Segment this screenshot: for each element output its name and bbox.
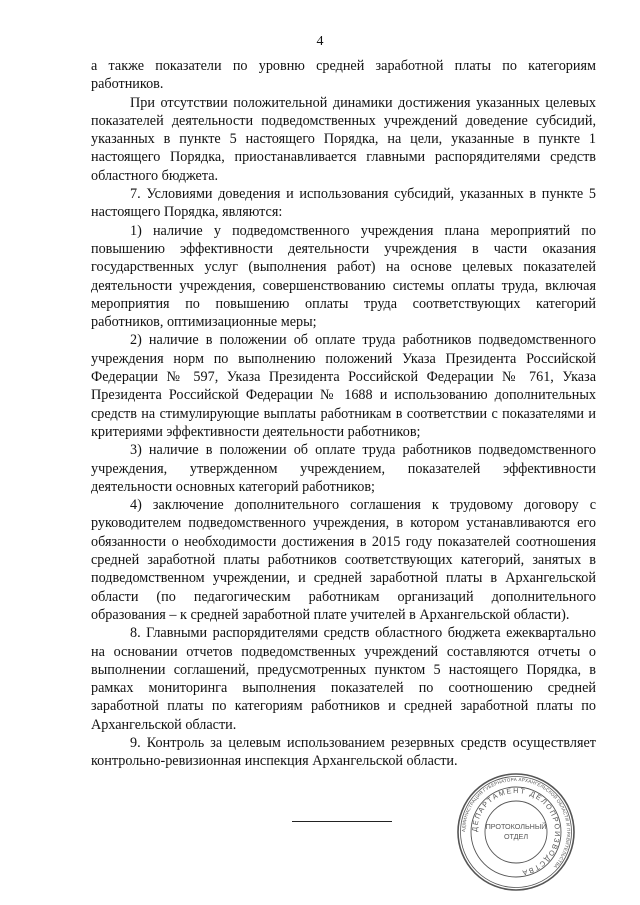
- paragraph: 2) наличие в положении об оплате труда работников подведомственного учреждения норм по выполнению положений Указа Президента Российской Федерации № 597, Указа Президента Российской Федерации № 761, Указа Президента Российской Федерации № 1688 и использованию дополнительных средств на стимулирующие выплаты работникам в соответствии с показателями и критериями эффективности деятельности работников;: [91, 332, 596, 440]
- official-seal: [456, 772, 576, 892]
- seal-center-line-2: ОТДЕЛ: [503, 832, 529, 841]
- seal-middle-text: ДЕПАРТАМЕНТ ДЕЛОПРОИЗВОДСТВА: [469, 785, 563, 878]
- paragraph: 8. Главными распорядителями средств областного бюджета ежеквартально на основании отчетов подведомственных учреждений составляются отчеты о выполнении соглашений, предусмотренных пунктом 5 настоящего Порядка, в рамках мониторинга выполнения показателей по соотношению средней заработной платы по категориям работников и средней заработной платы по Архангельской области.: [91, 625, 596, 733]
- paragraph: При отсутствии положительной динамики достижения указанных целевых показателей деятельности подведомственных учреждений доведение субсидий, указанных в пункте 5 настоящего Порядка, на цели, указанные в пункте 1 настоящего Порядка, приостанавливается главными распорядителями средств областного бюджета.: [91, 94, 596, 184]
- document-body: [91, 57, 596, 771]
- paragraph: 9. Контроль за целевым использованием резервных средств осуществляет контрольно-ревизионная инспекция Архангельской области.: [91, 734, 596, 770]
- paragraph: а также показатели по уровню средней заработной платы по категориям работников.: [91, 58, 596, 93]
- seal-outer-text: АДМИНИСТРАЦИЯ ГУБЕРНАТОРА АРХАНГЕЛЬСКОЙ ОБЛАСТИ И ПРАВИТЕЛЬСТВА: [460, 776, 572, 870]
- paragraph: 4) заключение дополнительного соглашения к трудовому договору с руководителем подведомственного учреждения, в котором устанавливаются его обязанности о необходимости достижения в 2015 году показателей соотношения средней заработной платы работников соответствующих категорий, занятых в подведомственном учреждении, и средней заработной платы в Архангельской области (по педагогическим работникам организаций дополнительного образования – к средней заработной плате учителей в Архангельской области).: [91, 497, 596, 623]
- paragraph: 1) наличие у подведомственного учреждения плана мероприятий по повышению эффективности деятельности учреждения в части оказания государственных услуг (выполнения работ) на основе целевых показателей деятельности учреждения, совершенствованию системы оплаты труда, включая мероприятия по повышению оплаты труда соответствующих категорий работников, оптимизационные меры;: [91, 222, 596, 331]
- paragraph: 3) наличие в положении об оплате труда работников подведомственного учреждения, утвержденном учреждением, показателей эффективности деятельности основных категорий работников;: [91, 442, 596, 495]
- paragraph: 7. Условиями доведения и использования субсидий, указанных в пункте 5 настоящего Порядка, являются:: [91, 186, 596, 221]
- seal-center-line-1: ПРОТОКОЛЬНЫЙ: [485, 822, 547, 831]
- signature-divider: [292, 821, 392, 822]
- page-number: 4: [316, 34, 324, 49]
